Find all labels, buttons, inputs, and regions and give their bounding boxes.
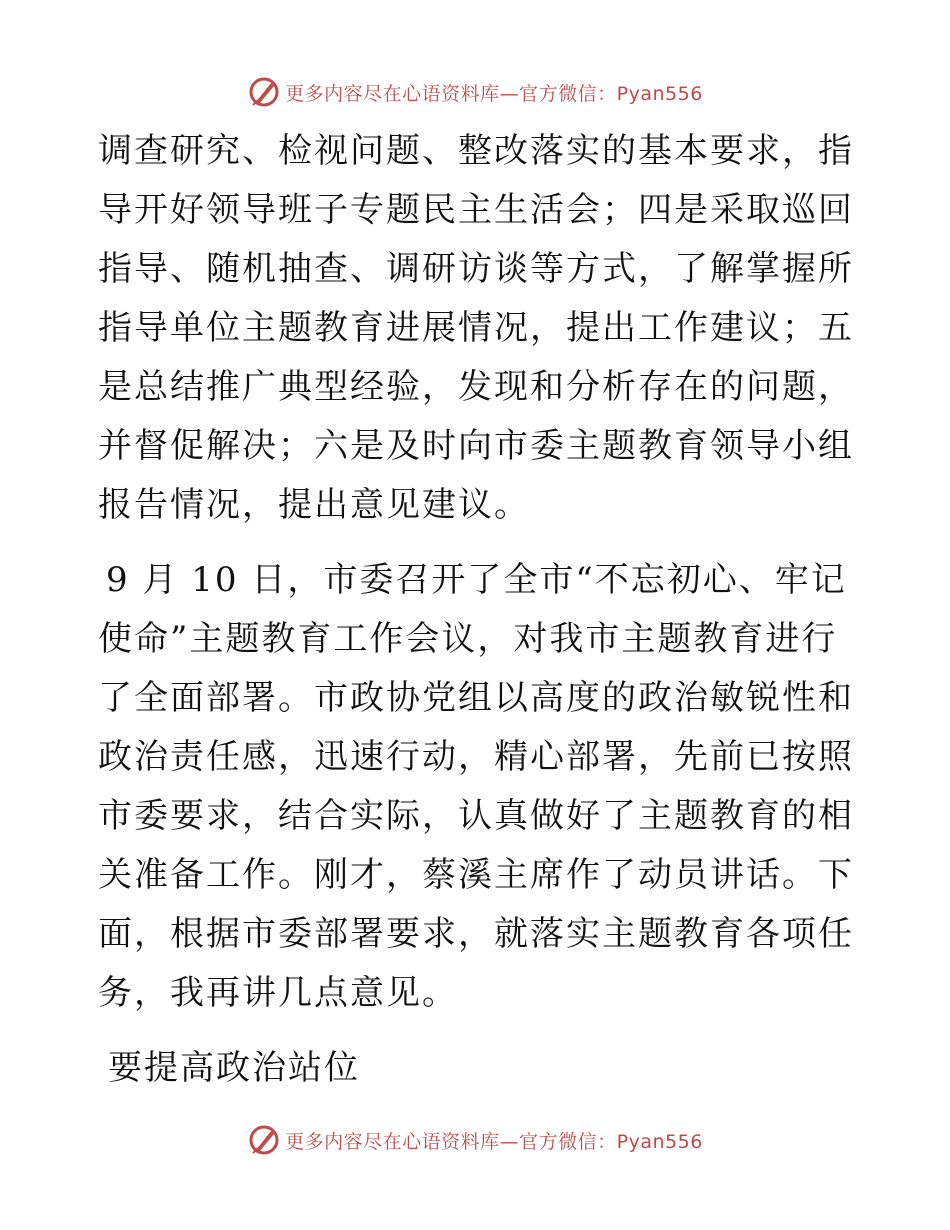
header-watermark-banner: [0, 72, 950, 112]
paragraph-1: 调查研究、检视问题、整改落实的基本要求，指导开好领导班子专题民主生活会；四是采取巡回指导、随机抽查、调研访谈等方式，了解掌握所指导单位主题教育进展情况，提出工作建议；五是总结推广典型经验，发现和分析存在的问题，并督促解决；六是及时向市委主题教育领导小组报告情况，提出意见建议。: [98, 131, 854, 525]
banner-text: 更多内容尽在心语资料库—官方微信：Pyan556: [285, 1130, 703, 1153]
paragraph-2: 9 月 10 日，市委召开了全市“不忘初心、牢记使命”主题教育工作会议，对我市主题教育进行了全面部署。市政协党组以高度的政治敏锐性和政治责任感，迅速行动，精心部署，先前已按照市委要求，结合实际，认真做好了主题教育的相关准备工作。刚才，蔡溪主席作了动员讲话。下面，根据市委部署要求，就落实主题教育各项任务，我再讲几点意见。: [98, 560, 854, 1013]
banner-text: 更多内容尽在心语资料库—官方微信：Pyan556: [285, 82, 703, 105]
section-heading: 要提高政治站位: [108, 1048, 360, 1088]
footer-watermark-banner: [0, 1120, 950, 1160]
document-body: [98, 122, 858, 1098]
quill-pen-logo-icon: [247, 75, 281, 109]
quill-pen-logo-icon: [247, 1123, 281, 1157]
